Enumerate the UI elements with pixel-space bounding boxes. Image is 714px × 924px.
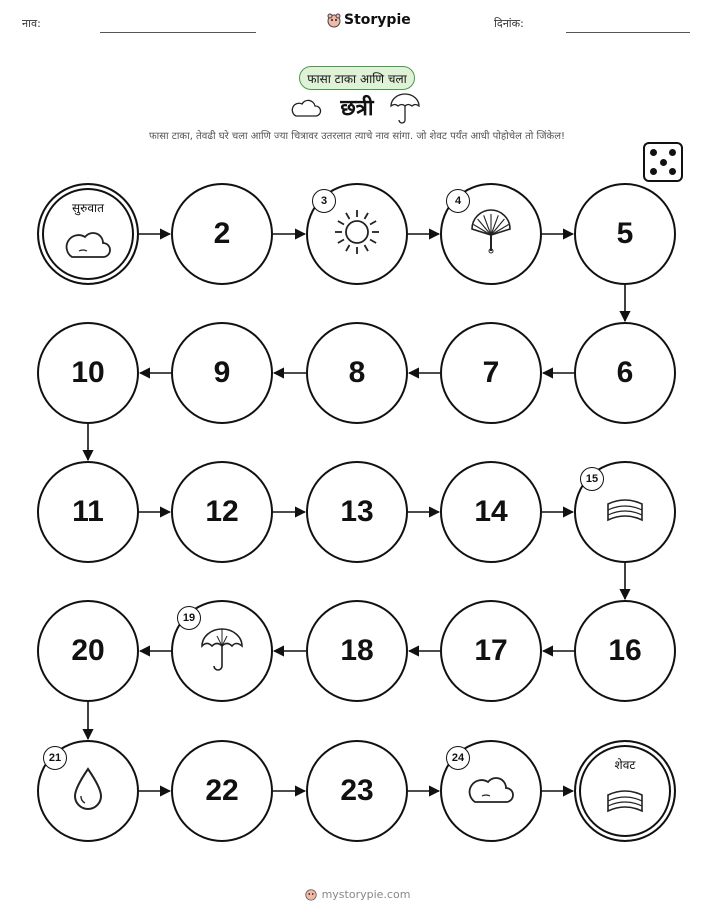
space-number: 23	[340, 774, 374, 807]
board-space-12	[171, 461, 273, 563]
cloud-icon	[63, 227, 113, 265]
board-space-2	[171, 183, 273, 285]
water-drop-icon	[71, 766, 105, 816]
umbrella-icon	[199, 624, 245, 678]
space-number-badge: 15	[580, 467, 604, 491]
board-space-3	[306, 183, 408, 285]
towel-icon	[602, 494, 648, 530]
space-number: 22	[205, 774, 239, 807]
space-number: 20	[71, 634, 105, 667]
space-number: 5	[616, 217, 634, 250]
board-space-17	[440, 600, 542, 702]
start-space	[37, 183, 139, 285]
space-number: 9	[213, 356, 231, 389]
board-space-18	[306, 600, 408, 702]
space-number-badge: 19	[177, 606, 201, 630]
space-number: 14	[474, 495, 508, 528]
storypie-mascot-icon	[304, 887, 318, 901]
space-number: 8	[348, 356, 366, 389]
space-number: 7	[482, 356, 500, 389]
board-space-15	[574, 461, 676, 563]
board-space-7	[440, 322, 542, 424]
towel-icon	[602, 785, 648, 821]
space-number: 18	[340, 634, 374, 667]
space-number: 13	[340, 495, 374, 528]
finish-space	[574, 740, 676, 842]
fan-icon	[468, 209, 514, 259]
space-number: 12	[205, 495, 239, 528]
brand-name: Storypie	[344, 12, 411, 28]
board-space-8	[306, 322, 408, 424]
board-space-20	[37, 600, 139, 702]
space-number-badge: 3	[312, 189, 336, 213]
board-space-10	[37, 322, 139, 424]
board-space-6	[574, 322, 676, 424]
board-space-19	[171, 600, 273, 702]
board-space-16	[574, 600, 676, 702]
space-number: 11	[72, 495, 104, 528]
board-space-11	[37, 461, 139, 563]
page-title: छत्री	[340, 96, 374, 121]
board-space-21	[37, 740, 139, 842]
board-space-13	[306, 461, 408, 563]
space-number: 6	[616, 356, 634, 389]
name-label: नाव:	[22, 17, 41, 30]
board-space-5	[574, 183, 676, 285]
board-space-14	[440, 461, 542, 563]
board-space-4	[440, 183, 542, 285]
space-number: 2	[213, 217, 231, 250]
board-space-23	[306, 740, 408, 842]
space-number-badge: 24	[446, 746, 470, 770]
space-number: 17	[474, 634, 508, 667]
footer-site[interactable]: mystorypie.com	[321, 887, 411, 901]
space-label: सुरुवात	[72, 201, 104, 215]
space-number-badge: 21	[43, 746, 67, 770]
board-space-22	[171, 740, 273, 842]
game-type-badge: फासा टाका आणि चला	[299, 66, 415, 90]
cloud-icon	[466, 772, 516, 810]
space-number: 16	[608, 634, 642, 667]
board-space-24	[440, 740, 542, 842]
space-label: शेवट	[614, 758, 636, 772]
sun-icon	[332, 207, 382, 261]
date-label: दिनांक:	[494, 17, 524, 30]
board-space-9	[171, 322, 273, 424]
instructions: फासा टाका, तेवढी घरे चला आणि ज्या चित्रावर उतरलात त्याचे नाव सांगा. जो शेवट पर्यंत आधी पोहोचेल तो जिंकेल!	[148, 131, 566, 142]
footer	[0, 887, 714, 901]
space-number-badge: 4	[446, 189, 470, 213]
space-number: 10	[71, 356, 105, 389]
